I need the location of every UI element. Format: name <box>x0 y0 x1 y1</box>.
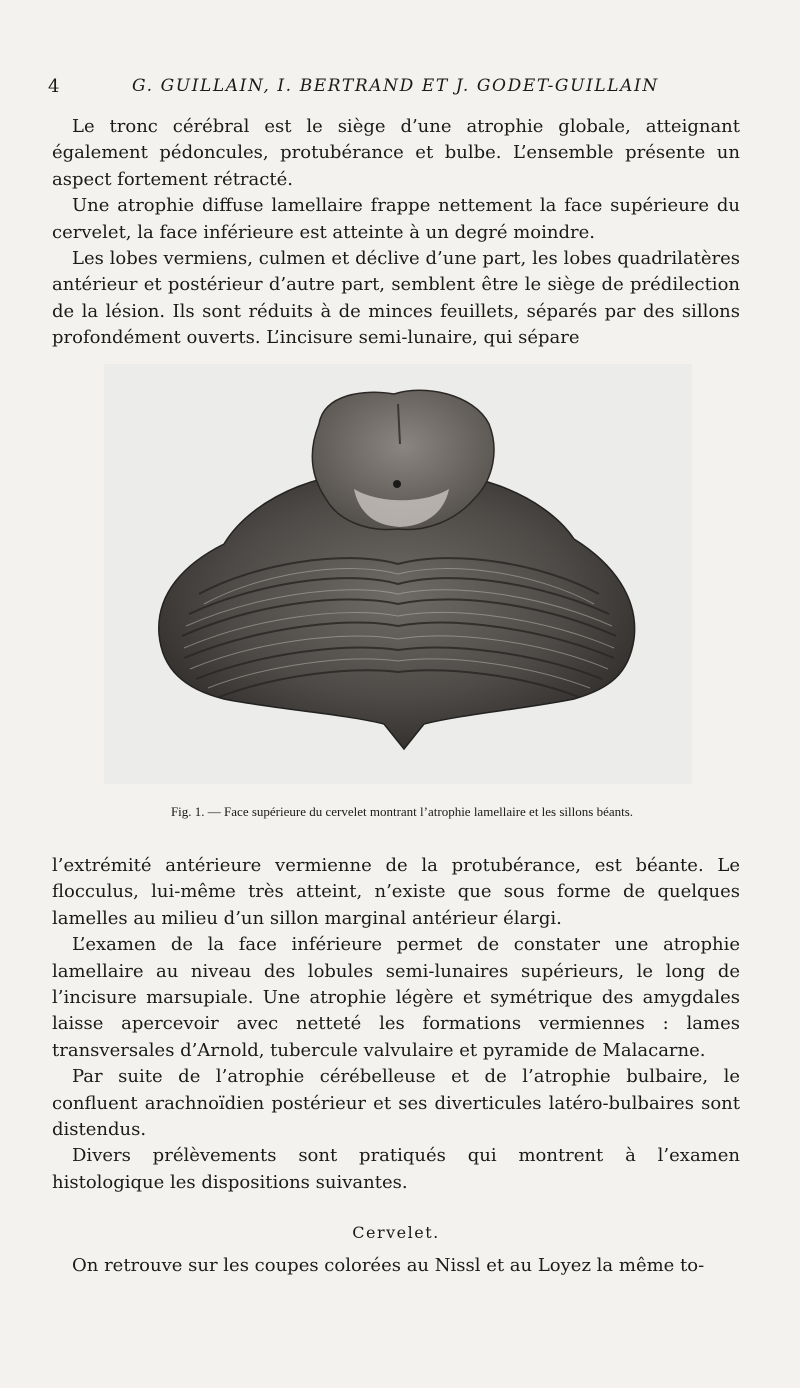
body-text-top <box>52 114 740 352</box>
paragraph: On retrouve sur les coupes colorées au Nissl et au Loyez la même to- <box>72 1255 705 1276</box>
figure-caption: Fig. 1. — Face supérieure du cervelet montrant l’atrophie lamellaire et les sillons béants. <box>170 804 634 819</box>
paragraph: Une atrophie diffuse lamellaire frappe nettement la face supérieure du cervelet, la face inférieure est atteinte à un degré moindre. <box>52 195 740 243</box>
running-head: G. GUILLAIN, I. BERTRAND ET J. GODET-GUILLAIN <box>132 76 659 96</box>
body-text-bottom <box>52 853 740 1196</box>
page-header <box>48 76 748 102</box>
paragraph: Divers prélèvements sont pratiqués qui montrent à l’examen histologique les dispositions suivantes. <box>52 1145 740 1193</box>
paragraph: Le tronc cérébral est le siège d’une atrophie globale, atteignant également pédoncules, protubérance et bulbe. L’ensemble présente un aspect fortement rétracté. <box>52 116 740 190</box>
paragraph: l’extrémité antérieure vermienne de la protubérance, est béante. Le flocculus, lui-même très atteint, n’existe que sous forme de quelques lamelles au milieu d’un sillon marginal antérieur élargi. <box>52 855 740 929</box>
paragraph: Par suite de l’atrophie cérébelleuse et de l’atrophie bulbaire, le confluent arachnoïdien postérieur et ses diverticules latéro-bulbaires sont distendus. <box>52 1066 740 1141</box>
cerebellum-photo <box>104 364 692 784</box>
section-heading: Cervelet. <box>352 1223 440 1242</box>
page-number: 4 <box>48 76 60 97</box>
figure-photograph <box>104 364 692 784</box>
body-text-final <box>52 1253 740 1279</box>
paragraph: Les lobes vermiens, culmen et déclive d’une part, les lobes quadrilatères antérieur et postérieur d’autre part, semblent être le siège de prédilection de la lésion. Ils sont réduits à de minces feuillets, séparés par des sillons profondément ouverts. L’incisure semi-lunaire, qui sépare <box>52 248 740 349</box>
paragraph: L’examen de la face inférieure permet de constater une atrophie lamellaire au niveau des lobules semi-lunaires supérieurs, le long de l’incisure marsupiale. Une atrophie légère et symétrique des amygdales laisse apercevoir avec netteté les formations vermiennes : lames transversales d’Arnold, tubercule valvulaire et pyramide de Malacarne. <box>52 934 740 1061</box>
